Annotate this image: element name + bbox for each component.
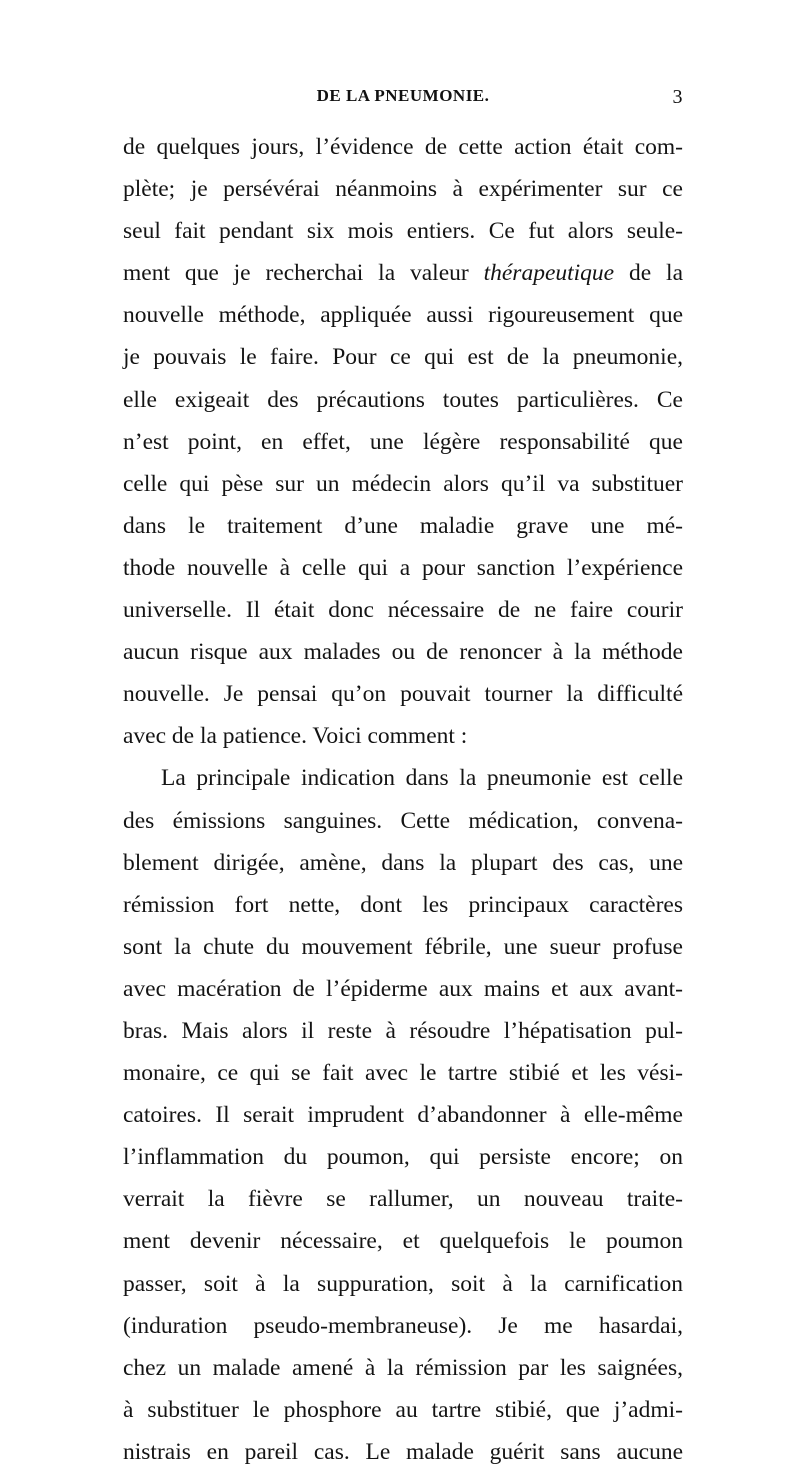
- text-line: universelle. Il était donc nécessaire de ne faire courir: [123, 597, 683, 624]
- text-line: celle qui pèse sur un médecin alors qu’il va substituer: [123, 470, 683, 497]
- text-line: à substituer le phosphore au tartre stibié, que j’admi-: [123, 1396, 683, 1423]
- text-line: thode nouvelle à celle qui a pour sanction l’expérience: [123, 554, 683, 581]
- text-line: sont la chute du mouvement fébrile, une sueur profuse: [123, 933, 683, 960]
- body-text: [123, 126, 683, 1473]
- text-line: nistrais en pareil cas. Le malade guérit sans aucune: [123, 1438, 683, 1465]
- text-line: monaire, ce qui se fait avec le tartre stibié et les vési-: [123, 1060, 683, 1087]
- text-line: l’inflammation du poumon, qui persiste encore; on: [123, 1144, 683, 1171]
- text-line: [123, 252, 683, 294]
- text-line: avec macération de l’épiderme aux mains et aux avant-: [123, 975, 683, 1002]
- text-line: seul fait pendant six mois entiers. Ce fut alors seule-: [123, 218, 683, 245]
- text-line: verrait la fièvre se rallumer, un nouveau traite-: [123, 1186, 683, 1213]
- page-number: 3: [672, 86, 683, 108]
- italic-word: thérapeutique: [483, 260, 615, 287]
- text-line: des émissions sanguines. Cette médication, convena-: [123, 807, 683, 834]
- text-line: avec de la patience. Voici comment :: [123, 723, 468, 750]
- text-line: catoires. Il serait imprudent d’abandonner à elle-même: [123, 1102, 683, 1129]
- text-line: plète; je persévérai néanmoins à expérimenter sur ce: [123, 176, 683, 203]
- text-line: nouvelle méthode, appliquée aussi rigoureusement que: [123, 302, 683, 329]
- text-line: de quelques jours, l’évidence de cette action était com-: [123, 134, 683, 160]
- text-line: n’est point, en effet, une légère responsabilité que: [123, 428, 683, 455]
- text-line: nouvelle. Je pensai qu’on pouvait tourner la difficulté: [123, 681, 683, 708]
- text-line: (induration pseudo-membraneuse). Je me hasardai,: [123, 1312, 683, 1339]
- text-line: blement dirigée, amène, dans la plupart des cas, une: [123, 849, 683, 876]
- text-segment: de la: [614, 260, 683, 287]
- text-line: elle exigeait des précautions toutes particulières. Ce: [123, 386, 683, 413]
- text-line: dans le traitement d’une maladie grave une mé-: [123, 512, 683, 539]
- text-line: je pouvais le faire. Pour ce qui est de la pneumonie,: [123, 344, 683, 371]
- text-line: passer, soit à la suppuration, soit à la carnification: [123, 1270, 683, 1297]
- text-segment: ment que je recherchai la valeur: [123, 260, 484, 287]
- text-line: ment devenir nécessaire, et quelquefois le poumon: [123, 1228, 683, 1255]
- text-line: rémission fort nette, dont les principaux caractères: [123, 891, 683, 918]
- running-title: DE LA PNEUMONIE.: [316, 86, 490, 105]
- text-line: chez un malade amené à la rémission par les saignées,: [123, 1354, 683, 1381]
- text-line: aucun risque aux malades ou de renoncer à la méthode: [123, 639, 683, 666]
- text-line: La principale indication dans la pneumonie est celle: [161, 765, 683, 792]
- text-line: bras. Mais alors il reste à résoudre l’hépatisation pul-: [123, 1017, 683, 1044]
- running-head: [123, 86, 683, 110]
